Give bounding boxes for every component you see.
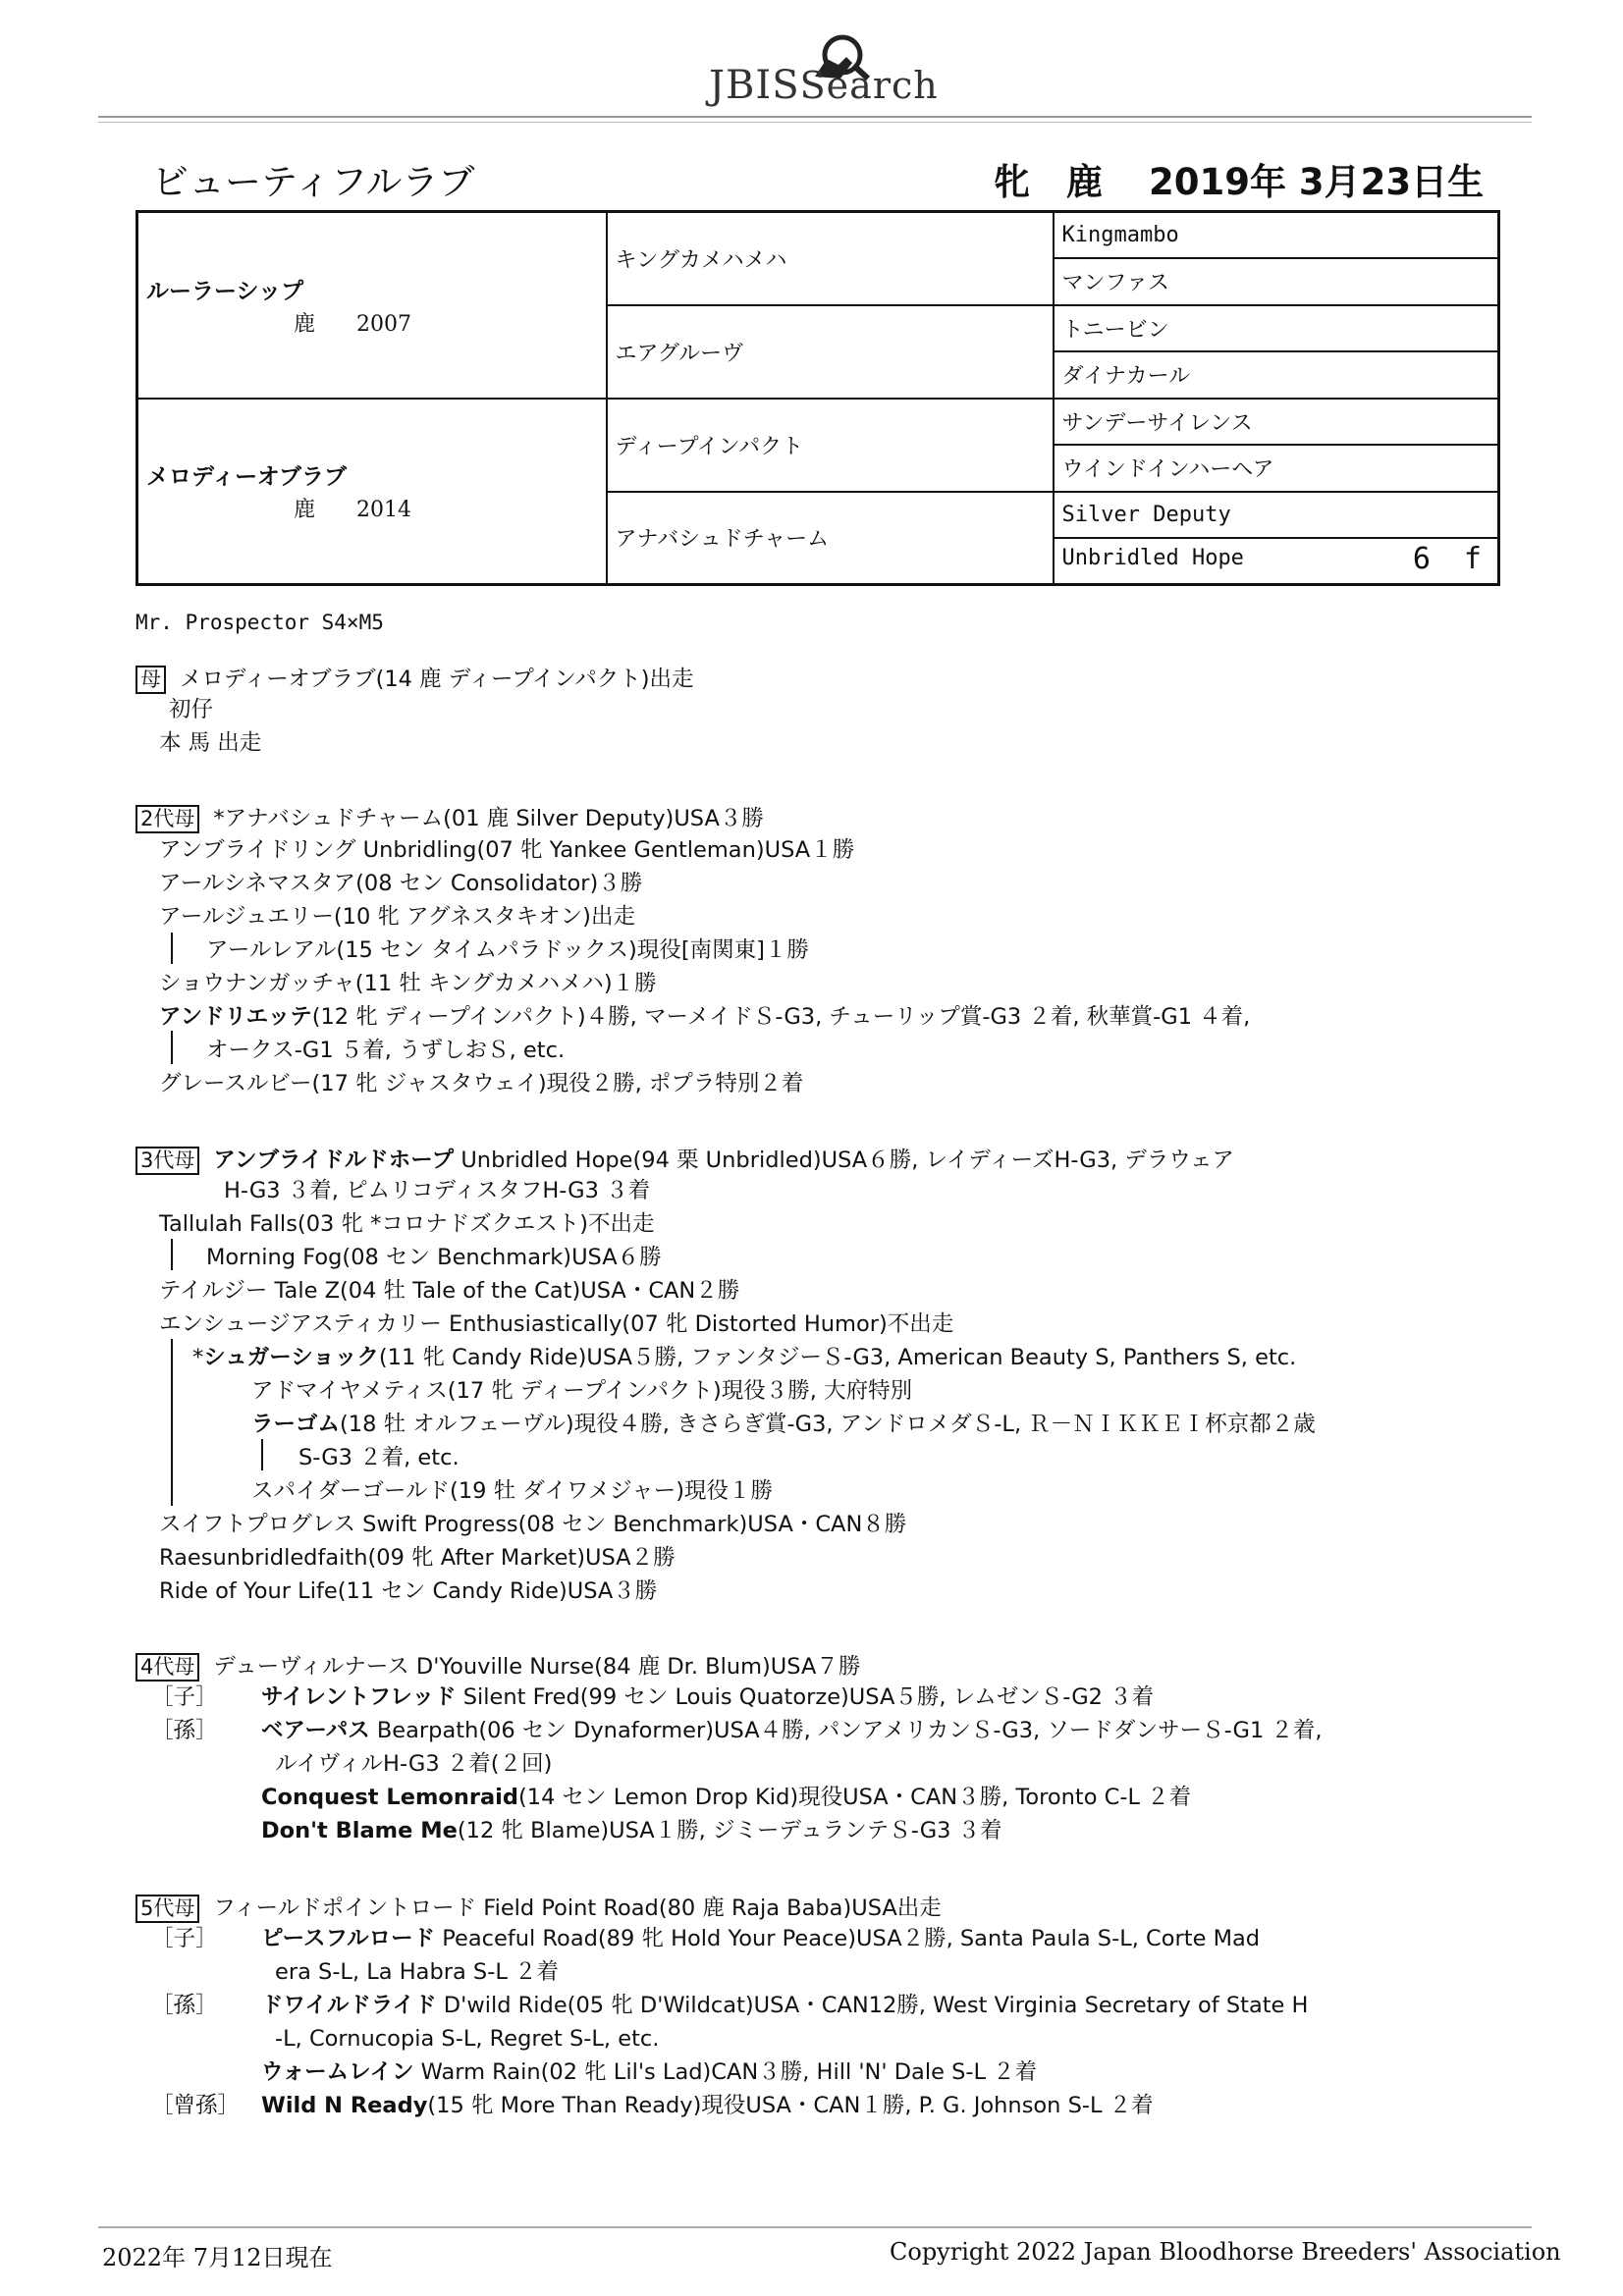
logo-wordmark: JBISSearch [709, 63, 939, 108]
g3-section-head: 3代母 アンブライドルドホープ Unbridled Hope(94 栗 Unbridled)USA６勝, レイディーズH-G3, デラウェア [135, 1147, 1234, 1175]
pedigree-gen3-cell: マンファス [1054, 258, 1499, 305]
list-item: エンシュージアスティカリー Enthusiastically(07 牝 Distorted Humor)不出走 [159, 1311, 954, 1337]
list-item: era S-L, La Habra S-L ２着 [275, 1959, 560, 1985]
list-item: オークス-G1 ５着, うずしおＳ, etc. [206, 1038, 566, 1063]
list-item: Raesunbridledfaith(09 牝 After Market)USA２勝 [159, 1545, 676, 1571]
dam-details: 鹿 2014 [294, 498, 411, 523]
list-item: *シュガーショック(11 牝 Candy Ride)USA５勝, ファンタジーＳ-G3, American Beauty S, Panthers S, etc. [192, 1345, 1297, 1370]
pedigree-gen3-cell: Silver Deputy [1054, 492, 1499, 538]
section-tag: 4代母 [135, 1653, 199, 1682]
list-item: Ride of Your Life(11 セン Candy Ride)USA３勝 [159, 1578, 658, 1604]
header-rule-thin [98, 122, 1532, 123]
dam-cell [137, 399, 607, 585]
family-number: 6 f [1412, 541, 1489, 576]
list-item: Don't Blame Me(12 牝 Blame)USA１勝, ジミーデュランテＳ-G3 ３着 [261, 1818, 1002, 1843]
jbis-search-logo [705, 18, 960, 111]
footer-rule [98, 2226, 1532, 2228]
pedigree-gen3-cell: Kingmambo [1054, 212, 1499, 258]
list-item: アールシネマスタア(08 セン Consolidator)３勝 [159, 871, 643, 896]
sire-details: 鹿 2007 [294, 311, 411, 337]
header-rule [98, 116, 1532, 118]
pedigree-gen2-cell: エアグルーヴ [607, 305, 1054, 399]
inbreeding-note: Mr. Prospector S4×M5 [135, 611, 384, 634]
branch-line [171, 1239, 173, 1270]
branch-line [171, 1031, 173, 1064]
pedigree-gen3-cell: Unbridled Hope 6 f [1054, 538, 1499, 585]
list-item: ［曾孫］ Wild N Ready(15 牝 More Than Ready)現役USA・CAN１勝, P. G. Johnson S-L ２着 [151, 2093, 1154, 2118]
dam-section-head: 母 メロディーオブラブ(14 鹿 ディープインパクト)出走 [135, 666, 694, 694]
list-item: スパイダーゴールド(19 牡 ダイワメジャー)現役１勝 [251, 1478, 773, 1504]
horse-birth-date: 2019年 3月23日生 [1149, 161, 1485, 203]
list-item: Conquest Lemonraid(14 セン Lemon Drop Kid)現役USA・CAN３勝, Toronto C-L ２着 [261, 1785, 1192, 1810]
pedigree-gen2-cell: ディープインパクト [607, 399, 1054, 492]
pedigree-gen3-cell: サンデーサイレンス [1054, 399, 1499, 445]
section-tag: 母 [135, 666, 166, 694]
list-item: S-G3 ２着, etc. [298, 1445, 460, 1470]
sire-name: ルーラーシップ [146, 278, 304, 304]
list-item: テイルジー Tale Z(04 牡 Tale of the Cat)USA・CAN２勝 [159, 1278, 740, 1304]
list-item: グレースルビー(17 牝 ジャスタウェイ)現役２勝, ポプラ特別２着 [159, 1071, 804, 1096]
list-item: ラーゴム(18 牡 オルフェーヴル)現役４勝, きさらぎ賞-G3, アンドロメダＳ-L, Ｒ－ＮＩＫＫＥＩ杯京都２歳 [251, 1412, 1316, 1437]
list-item: ［子］ サイレントフレッド Silent Fred(99 セン Louis Quatorze)USA５勝, レムゼンＳ-G2 ３着 [151, 1684, 1155, 1710]
horse-name: ビューティフルラブ [152, 161, 475, 203]
list-item: ［孫］ ベアーパス Bearpath(06 セン Dynaformer)USA４勝, パンアメリカンＳ-G3, ソードダンサーＳ-G1 ２着, [151, 1718, 1323, 1743]
list-item: スイフトプログレス Swift Progress(08 セン Benchmark)USA・CAN８勝 [159, 1512, 907, 1537]
list-item: 初仔 [169, 697, 214, 722]
list-item: アンブライドリング Unbridling(07 牝 Yankee Gentleman)USA１勝 [159, 837, 855, 863]
g2-section-head: 2代母 *アナバシュドチャーム(01 鹿 Silver Deputy)USA３勝 [135, 805, 764, 833]
list-item: -L, Cornucopia S-L, Regret S-L, etc. [275, 2026, 660, 2052]
list-item: アドマイヤメティス(17 牝 ディープインパクト)現役３勝, 大府特別 [251, 1378, 913, 1404]
footer-copyright: Copyright 2022 Japan Bloodhorse Breeders' Association [890, 2238, 1561, 2266]
pedigree-gen3-cell: ウインドインハーヘア [1054, 445, 1499, 492]
pedigree-gen3-cell: ダイナカール [1054, 351, 1499, 399]
g4-section-head: 4代母 デューヴィルナース D'Youville Nurse(84 鹿 Dr. Blum)USA７勝 [135, 1653, 860, 1682]
list-item: ウォームレイン Warm Rain(02 牝 Lil's Lad)CAN３勝, Hill 'N' Dale S-L ２着 [261, 2059, 1038, 2085]
list-item: H-G3 ３着, ピムリコディスタフH-G3 ３着 [224, 1178, 651, 1203]
sire-cell [137, 212, 607, 399]
section-tag: 3代母 [135, 1147, 199, 1175]
pedigree-gen2-cell: アナバシュドチャーム [607, 492, 1054, 585]
footer-date: 2022年 7月12日現在 [102, 2244, 333, 2271]
section-tag: 5代母 [135, 1895, 199, 1923]
dam-name: メロディーオブラブ [146, 464, 348, 491]
list-item: Tallulah Falls(03 牝 *コロナドズクエスト)不出走 [159, 1211, 655, 1237]
list-item: ショウナンガッチャ(11 牡 キングカメハメハ)１勝 [159, 971, 657, 996]
pedigree-gen2-cell: キングカメハメハ [607, 212, 1054, 305]
branch-line [171, 933, 173, 964]
section-tag: 2代母 [135, 805, 199, 833]
pedigree-table [135, 210, 1500, 586]
list-item: Morning Fog(08 セン Benchmark)USA６勝 [206, 1245, 662, 1270]
branch-line [261, 1439, 263, 1470]
g5-section-head: 5代母 フィールドポイントロード Field Point Road(80 鹿 Raja Baba)USA出走 [135, 1895, 942, 1923]
list-item: ［孫］ ドワイルドライド D'wild Ride(05 牝 D'Wildcat)USA・CAN12勝, West Virginia Secretary of State H [151, 1993, 1309, 2018]
list-item: アールレアル(15 セン タイムパラドックス)現役[南関東]１勝 [206, 937, 809, 963]
horse-sex-color: 牝 鹿 [994, 161, 1114, 203]
list-item: アンドリエッテ(12 牝 ディープインパクト)４勝, マーメイドＳ-G3, チューリップ賞-G3 ２着, 秋華賞-G1 ４着, [159, 1004, 1251, 1030]
list-item: ［子］ ピースフルロード Peaceful Road(89 牝 Hold Your Peace)USA２勝, Santa Paula S-L, Corte Mad [151, 1926, 1261, 1951]
list-item: 本 馬 出走 [159, 730, 262, 756]
list-item: ルイヴィルH-G3 ２着(２回) [275, 1751, 553, 1777]
pedigree-gen3-cell: トニービン [1054, 305, 1499, 351]
branch-line [171, 1339, 173, 1506]
list-item: アールジュエリー(10 牝 アグネスタキオン)出走 [159, 904, 635, 930]
